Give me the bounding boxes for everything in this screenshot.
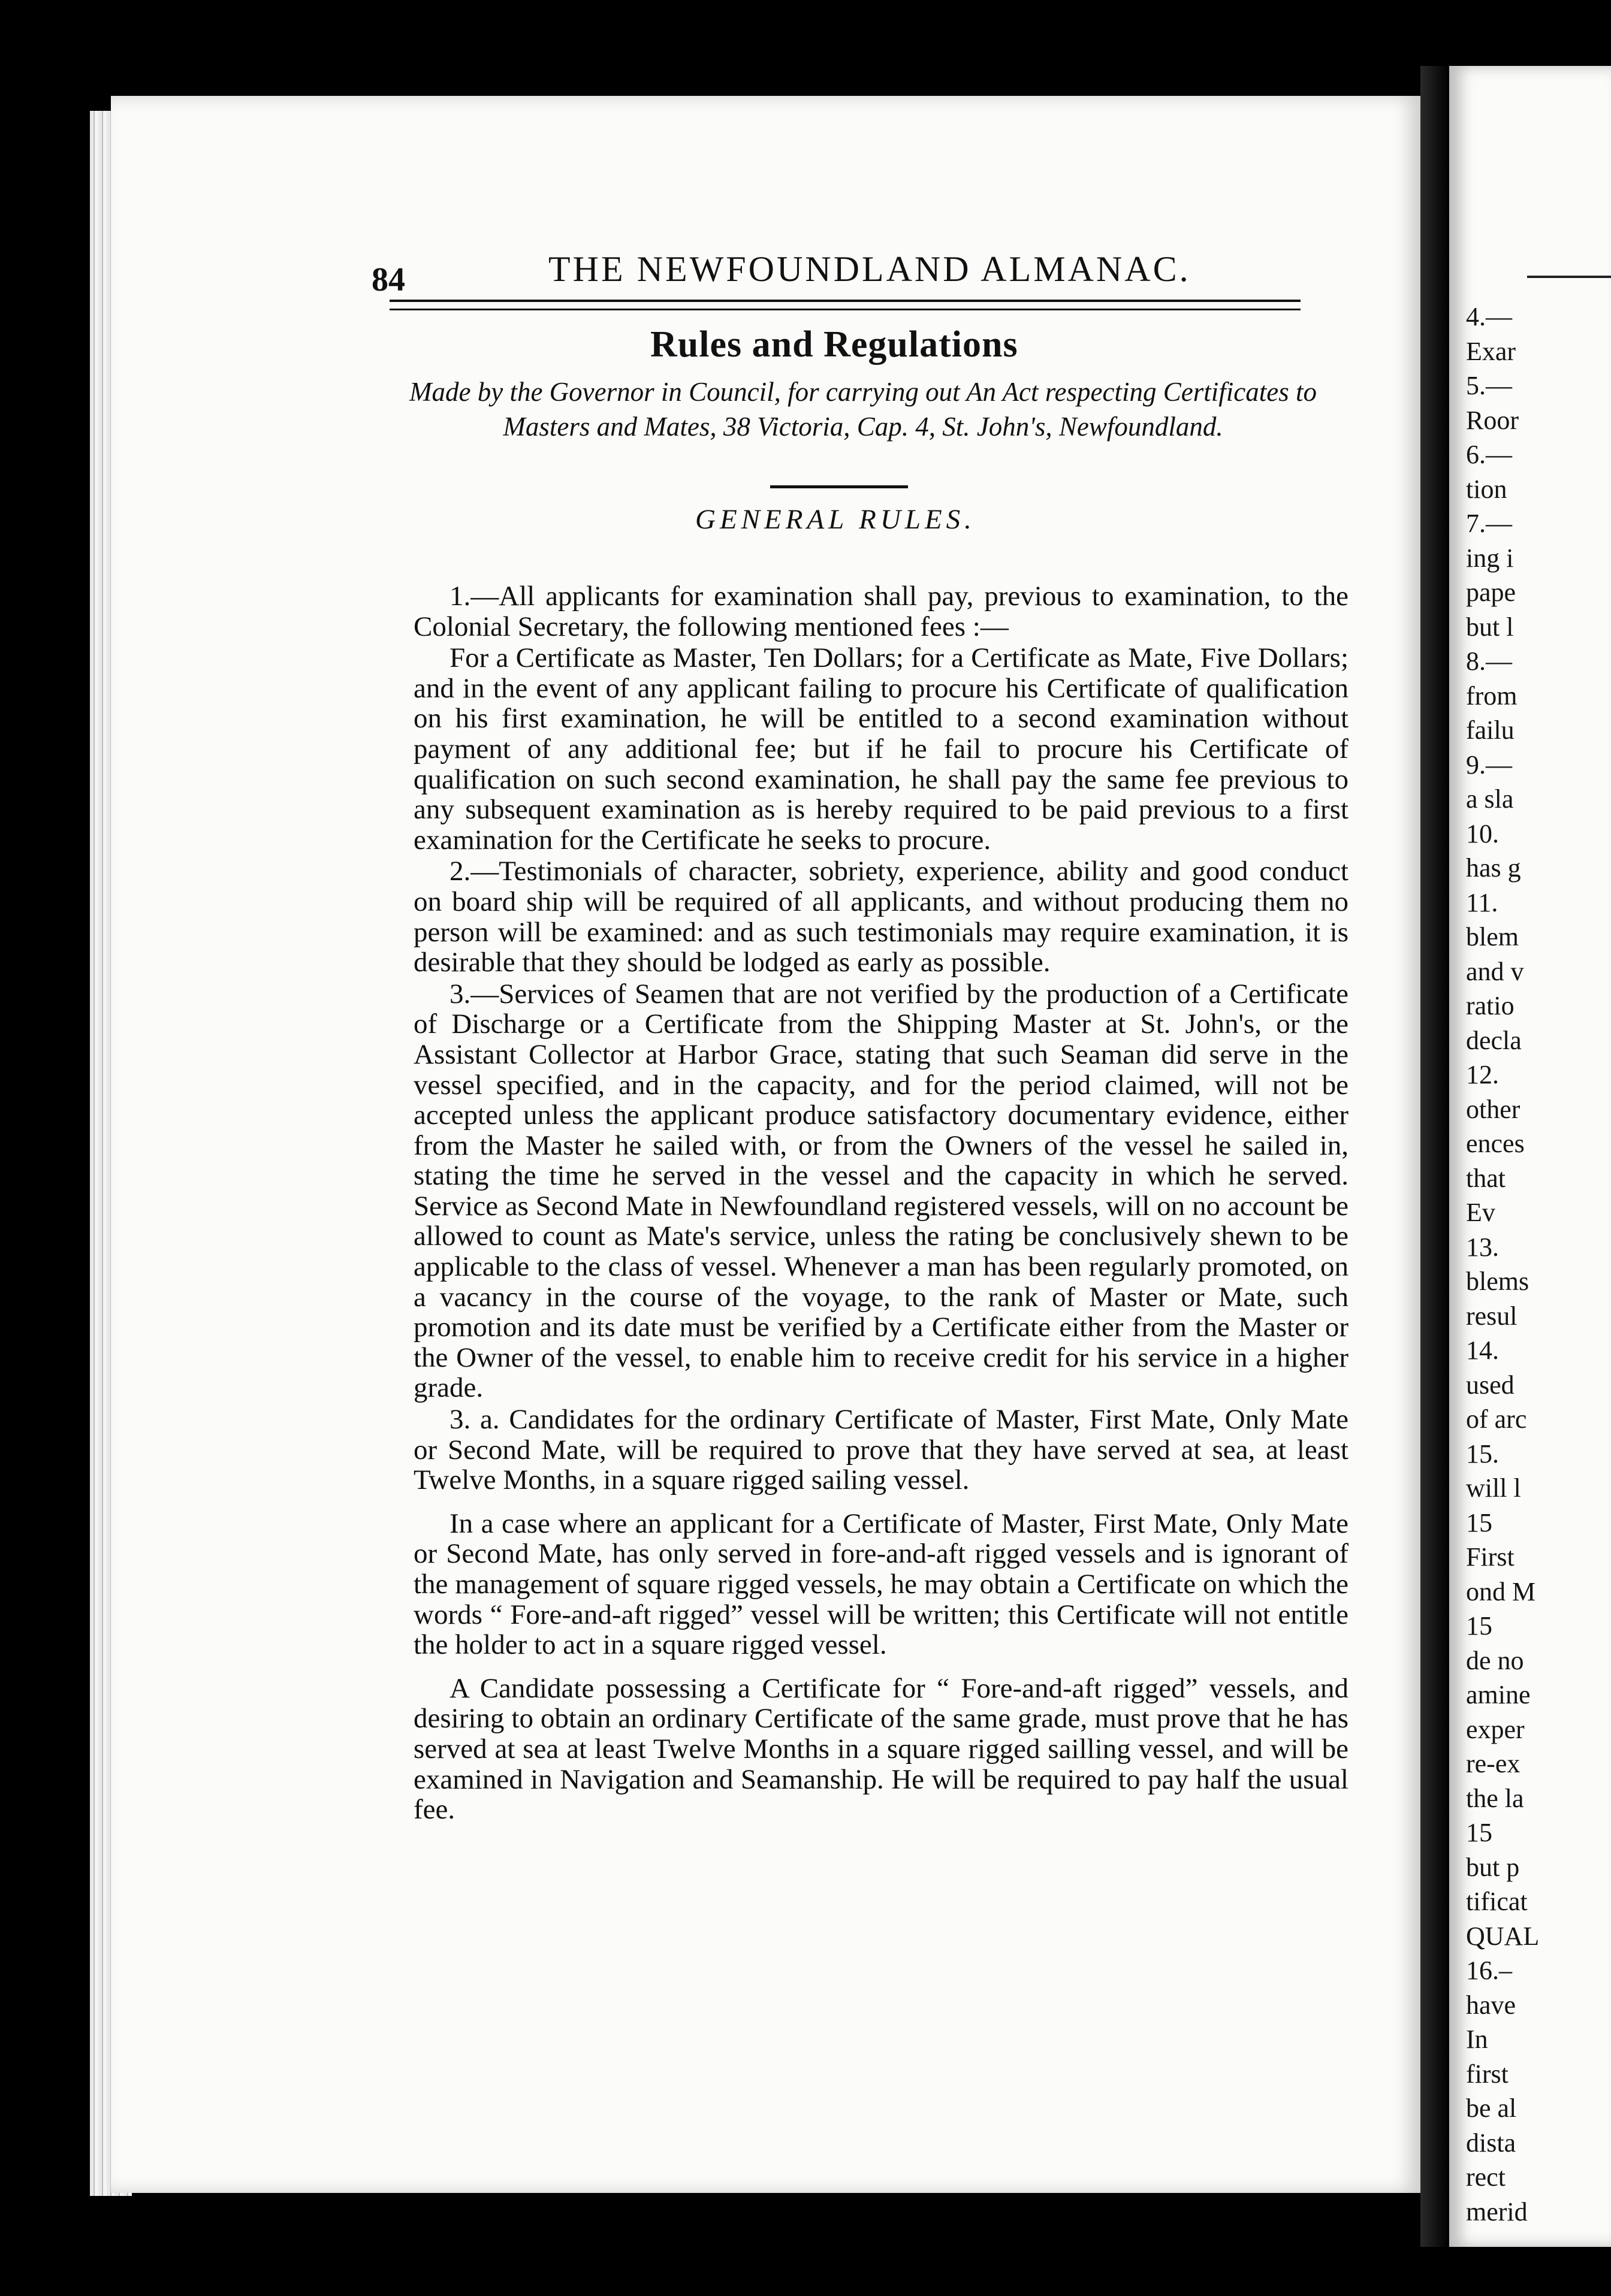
right-page-line: 14. <box>1466 1336 1499 1365</box>
page-header <box>372 249 1396 298</box>
right-page-line: but l <box>1466 612 1514 642</box>
right-page-line: amine <box>1466 1680 1531 1709</box>
right-page-line: Ev <box>1466 1198 1495 1227</box>
right-page-line: 6.— <box>1466 440 1512 469</box>
right-page <box>1449 66 1611 2247</box>
right-page-line: failu <box>1466 715 1515 745</box>
right-page-line: 13. <box>1466 1232 1499 1262</box>
right-page-line: 15. <box>1466 1439 1499 1469</box>
right-page-line: be al <box>1466 2093 1517 2123</box>
right-page-line: used <box>1466 1370 1515 1400</box>
page-title: Rules and Regulations <box>650 324 1018 365</box>
right-page-line: ences <box>1466 1129 1525 1158</box>
right-page-line: QUAL <box>1466 1921 1540 1951</box>
right-page-line: and v <box>1466 956 1524 986</box>
right-page-line: ing i <box>1466 543 1514 573</box>
right-page-line: 16.– <box>1466 1956 1512 1985</box>
paragraph: In a case where an applicant for a Certificate of Master, First Mate, Only Mate or Second Mate, has only served in fore-and-aft rigged vessels and is ignorant of the management of square rigged vessels, he may obtain a Certificate on which the words “ Fore-and-aft rigged” vessel will be written; this Certificate will not entitle the holder to act in a square rigged vessel. <box>414 1507 1348 1661</box>
section-heading: GENERAL RULES. <box>695 504 976 535</box>
book-gutter <box>1420 66 1449 2247</box>
paragraph: For a Certificate as Master, Ten Dollars; for a Certificate as Mate, Five Dollars; and in the event of any applicant failing to procure his Certificate of qualification on his first examination, he will be entitled to a second examination without payment of any additional fee; but if he fail to procure his Certificate of qualification on such second examination, he shall pay the same fee previous to any subsequent examination as is hereby required to be paid previous to a first examination for the Certificate he seeks to procure. <box>414 642 1348 856</box>
header-rule-bottom <box>390 309 1301 310</box>
right-page-line: 8.— <box>1466 646 1512 676</box>
right-page-line: 4.— <box>1466 302 1512 331</box>
header-rule-top <box>390 300 1301 302</box>
right-page-line: rect <box>1466 2162 1506 2192</box>
right-page-line: dista <box>1466 2128 1516 2158</box>
right-page-line: 9.— <box>1466 750 1512 780</box>
right-page-line: Exar <box>1466 336 1516 366</box>
paragraph: 3.—Services of Seamen that are not verified by the production of a Certificate of Discharge or a Certificate from the Shipping Master at St. John's, or the Assistant Collector at Harbor Grace, stating that such Seaman did serve in the vessel specified, and in the capacity, and for the period claimed, will not be accepted unless the applicant produce satisfactory documentary evidence, either from the Master he sailed with, or from the Owners of the vessel he sailed in, stating the time he served in the vessel and the capacity in which he served. Service as Second Mate in Newfoundland registered vessels, will on no account be allowed to count as Mate's service, unless the rating be conclusively shewn to be applicable to the class of vessel. Whenever a man has been regularly promoted, on a vacancy in the course of the voyage, to the rank of Master or Mate, such promotion and its date must be verified by a Certificate either from the Master or the Owner of the vessel, to enable him to receive credit for his service in a higher grade. <box>414 978 1348 1404</box>
paragraph: 3. a. Candidates for the ordinary Certificate of Master, First Mate, Only Mate or Second Mate, will be required to prove that they have served at sea, at least Twelve Months, in a square rigged sailing vessel. <box>414 1404 1348 1496</box>
right-page-line: first <box>1466 2059 1509 2089</box>
right-page-line: exper <box>1466 1714 1525 1744</box>
right-page-line: Roor <box>1466 405 1519 435</box>
right-page-line: de no <box>1466 1645 1524 1675</box>
right-page-line: blems <box>1466 1267 1529 1296</box>
right-page-line: that <box>1466 1163 1506 1193</box>
right-page-line: tificat <box>1466 1887 1528 1916</box>
right-page-line: blem <box>1466 922 1519 951</box>
right-page-line: decla <box>1466 1025 1522 1055</box>
right-page-line: 10. <box>1466 818 1499 848</box>
right-page-line: has g <box>1466 853 1521 883</box>
right-page-rule <box>1527 276 1611 278</box>
right-page-line: re-ex <box>1466 1749 1521 1778</box>
right-page-line: have <box>1466 1990 1516 2020</box>
right-page-line: but p <box>1466 1852 1520 1882</box>
right-page-line: In <box>1466 2025 1488 2054</box>
right-page-line: from <box>1466 681 1518 711</box>
right-page-line: a sla <box>1466 784 1514 814</box>
right-page-line: of arc <box>1466 1404 1527 1434</box>
running-head: THE NEWFOUNDLAND ALMANAC. <box>548 249 1191 289</box>
paragraph: A Candidate possessing a Certificate for “ Fore-and-aft rigged” vessels, and desiring to obtain an ordinary Certificate of the same grade, must prove that he has served at sea at least Twelve Months in a square rigged sailling vessel, and will be examined in Navigation and Seamanship. He will be required to pay half the usual fee. <box>414 1672 1348 1826</box>
subtitle: Made by the Governor in Council, for carrying out An Act respecting Certificates to Masters and Mates, 38 Victoria, Cap. 4, St. John's, Newfoundland. <box>409 377 1317 442</box>
right-page-line: pape <box>1466 578 1516 607</box>
right-page-line: 15 <box>1466 1507 1492 1537</box>
right-page-line: 7.— <box>1466 509 1512 538</box>
section-rule <box>770 485 908 488</box>
right-page-line: merid <box>1466 2197 1528 2226</box>
paragraph: 2.—Testimonials of character, sobriety, experience, ability and good conduct on board ship will be required of all applicants, and without producing them no person will be examined: and as such testimonials may require examination, it is desirable that they should be lodged as early as possible. <box>414 856 1348 978</box>
right-page-line: other <box>1466 1094 1521 1124</box>
right-page-line: First <box>1466 1542 1515 1572</box>
paragraph: 1.—All applicants for examination shall pay, previous to examination, to the Colonial Secretary, the following mentioned fees :— <box>414 581 1348 642</box>
right-page-line: 15 <box>1466 1611 1492 1641</box>
right-page-line: tion <box>1466 474 1507 504</box>
right-page-line: ond M <box>1466 1576 1536 1606</box>
right-page-line: 5.— <box>1466 371 1512 400</box>
right-page-line: 15 <box>1466 1818 1492 1847</box>
body-text <box>414 581 1348 1825</box>
speck <box>417 7 430 23</box>
right-page-line: ratio <box>1466 991 1515 1020</box>
right-page-line: 11. <box>1466 887 1498 917</box>
right-page-line: will l <box>1466 1473 1521 1503</box>
page-number: 84 <box>372 261 405 298</box>
right-page-line: resul <box>1466 1301 1518 1331</box>
right-page-line: the la <box>1466 1783 1524 1813</box>
right-page-line: 12. <box>1466 1060 1499 1089</box>
